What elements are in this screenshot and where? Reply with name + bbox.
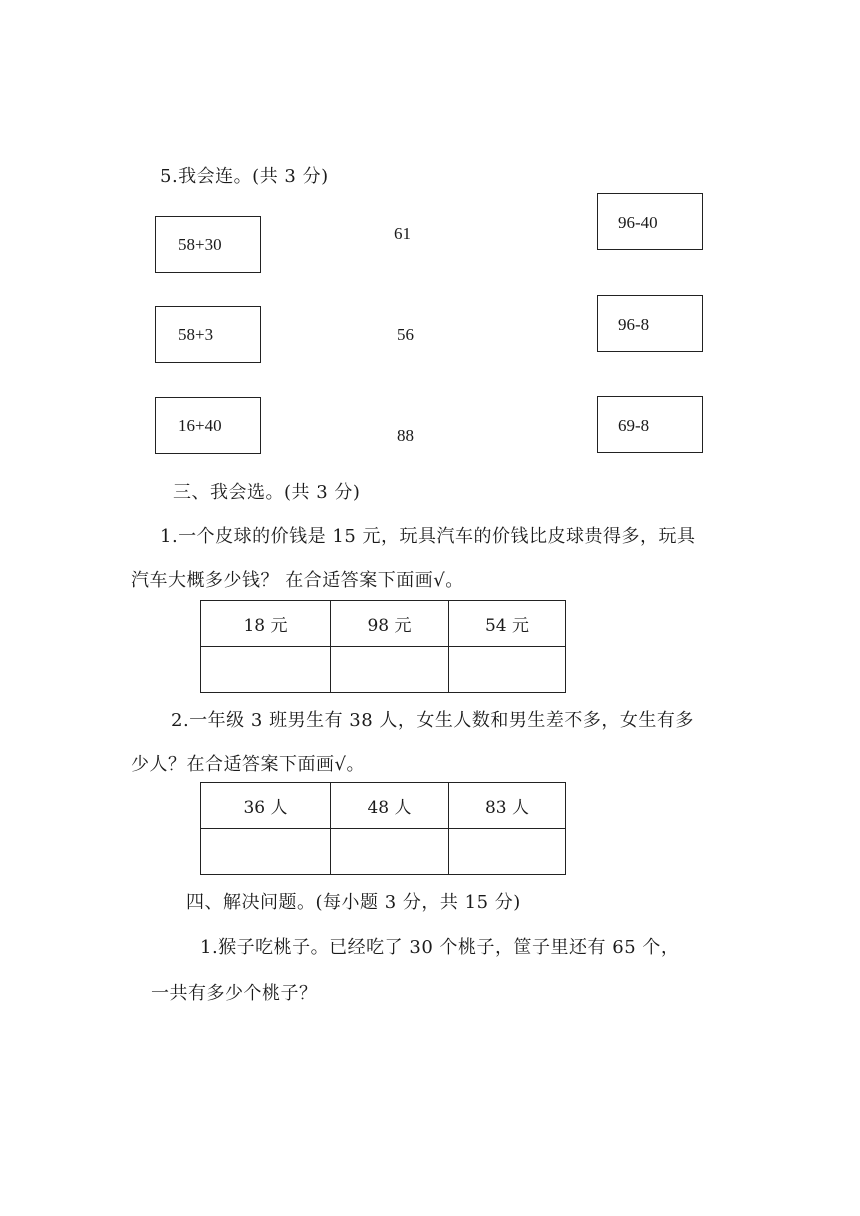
- middle-number-1: 61: [394, 224, 411, 243]
- q2-option-3: 83 人: [449, 783, 566, 829]
- section4-q1-line2: 一共有多少个桃子？: [151, 983, 318, 1004]
- q1-option-3: 54 元: [449, 601, 566, 647]
- right-box-2: [597, 295, 703, 352]
- right-box-3-label: 69-8: [618, 416, 650, 435]
- left-box-3: [155, 397, 261, 454]
- q1-option-2: 98 元: [331, 601, 449, 647]
- left-box-1-label: 58+30: [178, 235, 222, 254]
- q1-option-1: 18 元: [201, 601, 331, 647]
- q1-answer-table: [200, 600, 566, 693]
- left-box-2-label: 58+3: [178, 325, 214, 344]
- middle-number-2: 56: [397, 325, 414, 344]
- q2-answer-table: [200, 782, 566, 875]
- q1-answer-cell-2[interactable]: [331, 647, 449, 693]
- right-box-3: [597, 396, 703, 453]
- section5-title: 5.我会连。(共 3 分): [160, 166, 329, 187]
- q2-answer-cell-1[interactable]: [201, 829, 331, 875]
- right-box-2-label: 96-8: [618, 315, 650, 334]
- q2-option-2: 48 人: [331, 783, 449, 829]
- left-box-1: [155, 216, 261, 273]
- q1-answer-cell-1[interactable]: [201, 647, 331, 693]
- left-box-3-label: 16+40: [178, 416, 222, 435]
- section3-title: 三、我会选。(共 3 分): [173, 482, 361, 503]
- section4-q1-line1: 1.猴子吃桃子。已经吃了 30 个桃子，筐子里还有 65 个，: [200, 937, 680, 958]
- q1-answer-cell-3[interactable]: [449, 647, 566, 693]
- section3-q1-line2: 汽车大概多少钱？ 在合适答案下面画√。: [131, 570, 464, 591]
- left-box-2: [155, 306, 261, 363]
- right-box-1-label: 96-40: [618, 213, 658, 232]
- section3-q1-line1: 1.一个皮球的价钱是 15 元，玩具汽车的价钱比皮球贵得多，玩具: [160, 526, 696, 547]
- middle-number-3: 88: [397, 426, 414, 445]
- section3-q2-line1: 2.一年级 3 班男生有 38 人，女生人数和男生差不多，女生有多: [171, 710, 694, 731]
- section4-title: 四、解决问题。(每小题 3 分，共 15 分): [186, 892, 521, 913]
- right-box-1: [597, 193, 703, 250]
- q2-answer-cell-2[interactable]: [331, 829, 449, 875]
- q2-option-1: 36 人: [201, 783, 331, 829]
- q2-answer-cell-3[interactable]: [449, 829, 566, 875]
- section3-q2-line2: 少人？在合适答案下面画√。: [131, 754, 365, 775]
